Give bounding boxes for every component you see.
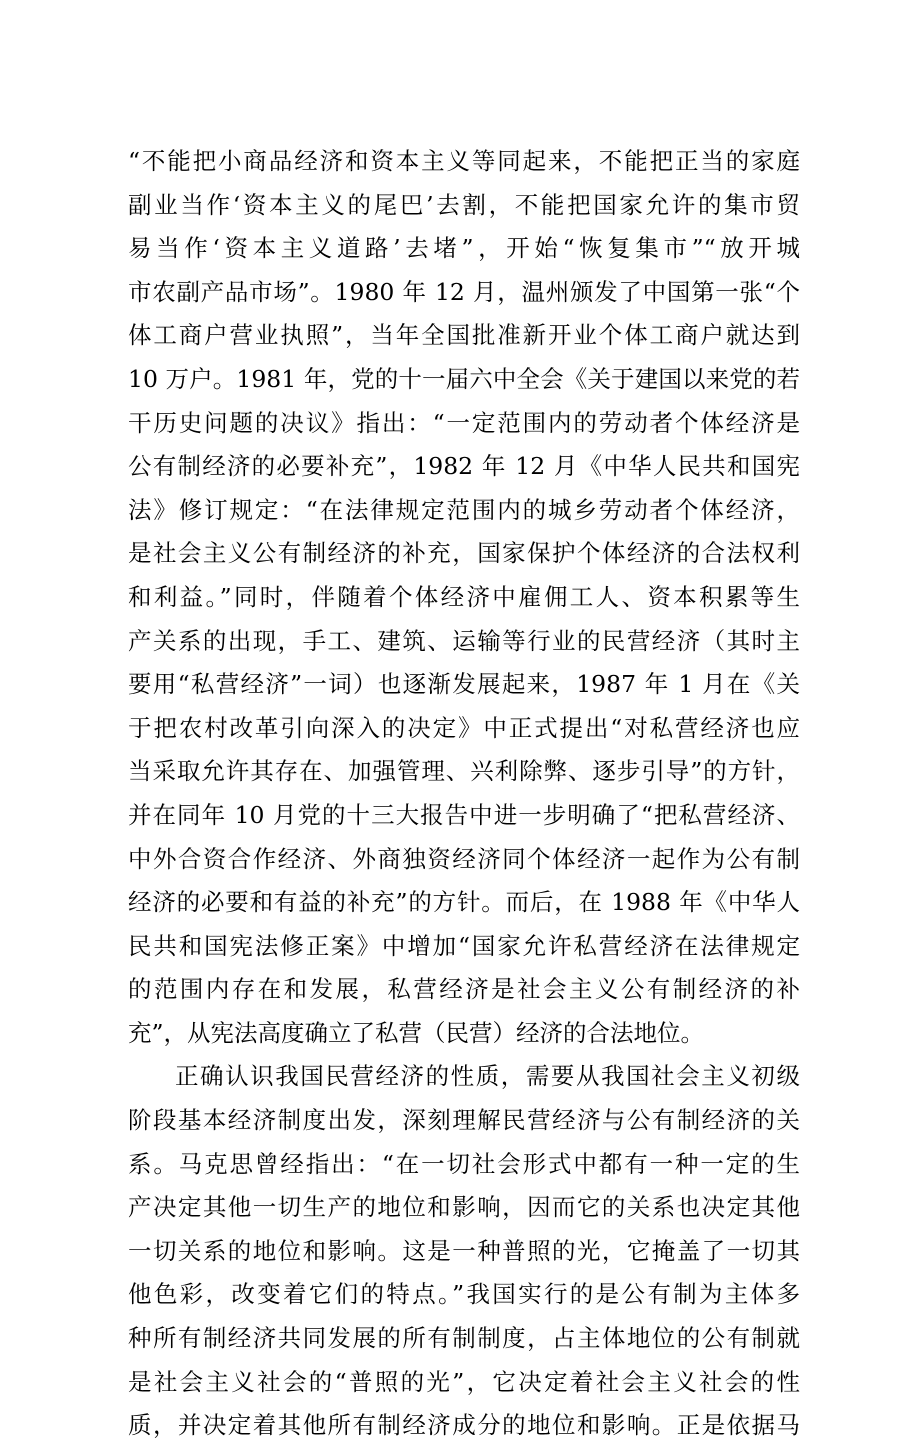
- text-line: 于把农村改革引向深入的决定》中正式提出“对私营经济也应: [128, 713, 800, 742]
- text-line: 当采取允许其存在、加强管理、兴利除弊、逐步引导”的方针，: [128, 757, 800, 786]
- text-line: 经济的必要和有益的补充”的方针。而后，在 1988 年《中华人: [128, 888, 800, 917]
- text-line: 法》修订规定：“在法律规定范围内的城乡劳动者个体经济，: [128, 495, 800, 524]
- text-line: 正确认识我国民营经济的性质，需要从我国社会主义初级: [175, 1062, 800, 1091]
- text-line: 阶段基本经济制度出发，深刻理解民营经济与公有制经济的关: [128, 1106, 800, 1135]
- text-line: 种所有制经济共同发展的所有制制度，占主体地位的公有制就: [128, 1324, 800, 1353]
- text-line: 体工商户营业执照”，当年全国批准新开业个体工商户就达到: [128, 321, 800, 350]
- text-line: 中外合资合作经济、外商独资经济同个体经济一起作为公有制: [128, 844, 800, 873]
- text-line: 他色彩，改变着它们的特点。”我国实行的是公有制为主体多: [128, 1280, 800, 1309]
- body-text: [128, 140, 800, 1448]
- text-line: 系。马克思曾经指出：“在一切社会形式中都有一种一定的生: [128, 1149, 800, 1178]
- text-line: 和利益。”同时，伴随着个体经济中雇佣工人、资本积累等生: [128, 582, 800, 611]
- text-line: 产决定其他一切生产的地位和影响，因而它的关系也决定其他: [128, 1193, 800, 1222]
- text-line: 的范围内存在和发展，私营经济是社会主义公有制经济的补: [128, 975, 800, 1004]
- text-line: 质，并决定着其他所有制经济成分的地位和影响。正是依据马: [128, 1411, 800, 1440]
- text-line: 10 万户。1981 年，党的十一届六中全会《关于建国以来党的若: [128, 364, 800, 393]
- text-line: 民共和国宪法修正案》中增加“国家允许私营经济在法律规定: [128, 931, 800, 960]
- text-line: 副业当作‘资本主义的尾巴’去割，不能把国家允许的集市贸: [128, 190, 800, 219]
- text-line: 要用“私营经济”一词）也逐渐发展起来，1987 年 1 月在《关: [128, 670, 800, 699]
- text-line: “不能把小商品经济和资本主义等同起来，不能把正当的家庭: [128, 147, 800, 175]
- text-line: 并在同年 10 月党的十三大报告中进一步明确了“把私营经济、: [128, 800, 800, 829]
- text-line: 市农副产品市场”。1980 年 12 月，温州颁发了中国第一张“个: [128, 277, 800, 306]
- text-line: 一切关系的地位和影响。这是一种普照的光，它掩盖了一切其: [128, 1236, 800, 1265]
- paragraph-2: [128, 1055, 800, 1447]
- text-line: 产关系的出现，手工、建筑、运输等行业的民营经济（其时主: [128, 626, 800, 655]
- text-line: 易当作‘资本主义道路’去堵”，开始“恢复集市”“放开城: [128, 234, 800, 263]
- paragraph-1: [128, 140, 800, 1055]
- text-line: 充”，从宪法高度确立了私营（民营）经济的合法地位。: [128, 1018, 705, 1047]
- text-line: 是社会主义社会的“普照的光”，它决定着社会主义社会的性: [128, 1367, 800, 1396]
- text-line: 是社会主义公有制经济的补充，国家保护个体经济的合法权利: [128, 539, 800, 568]
- text-line: 公有制经济的必要补充”，1982 年 12 月《中华人民共和国宪: [128, 452, 800, 481]
- text-line: 干历史问题的决议》指出：“一定范围内的劳动者个体经济是: [128, 408, 800, 437]
